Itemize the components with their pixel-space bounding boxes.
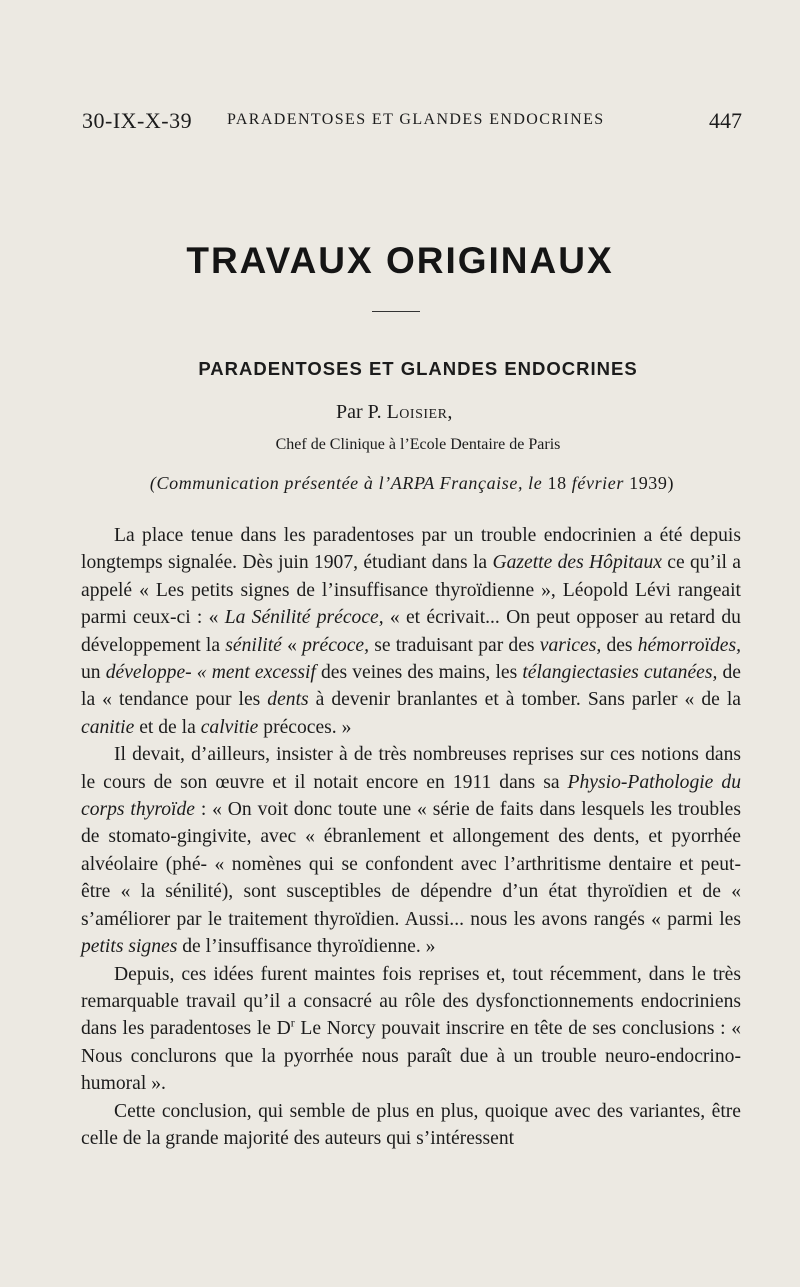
text: un (81, 662, 106, 684)
article-title: PARADENTOSES ET GLANDES ENDOCRINES (198, 358, 638, 379)
section-title: TRAVAUX ORIGINAUX (186, 240, 614, 281)
article-body (81, 522, 741, 1152)
running-head-title: PARADENTOSES ET GLANDES ENDOCRINES (227, 111, 605, 128)
communication-text: (Communication présentée à l’ARPA Française, le (149, 473, 543, 493)
italic-text: Gazette des Hôpitaux (492, 552, 662, 574)
page-number: 447 (709, 108, 742, 133)
running-head-date: 30-IX-X-39 (82, 108, 193, 133)
text: à devenir branlantes et à tomber. Sans parler « de la (308, 689, 742, 711)
text: précoces. » (258, 716, 352, 738)
running-head (82, 108, 742, 138)
italic-text: Physio-Pathologie du corps thyroïde (81, 771, 741, 821)
text: Il devait, d’ailleurs, insister à de très nombreuses reprises sur ces notions dans le cours de son œuvre et il notait encore en 1911 dans sa (81, 744, 741, 793)
text: et de la (134, 716, 201, 738)
text: Cette conclusion, qui semble de plus en plus, quoique avec des variantes, être celle de la grande majorité des auteurs qui s’intéressent (81, 1100, 741, 1149)
text: « et écrivait... On peut opposer au retard du développement la (81, 607, 741, 656)
text: La place tenue dans les paradentoses par un trouble endocrinien a été depuis longtemps signalée. Dès juin 1907, étudiant dans la (81, 525, 741, 574)
text: de l’insuffisance thyroïdienne. » (177, 936, 436, 958)
paragraph-1 (81, 522, 741, 741)
italic-text: La Sénilité précoce, (224, 607, 384, 629)
byline-prefix: Par P. (336, 401, 382, 423)
text: ce qu’il a appelé « Les petits signes de l’insuffisance thyroïdienne », Léopold Lévi rangeait parmi ceux-ci : « (81, 552, 741, 629)
communication-month: février (571, 473, 624, 493)
italic-text: calvitie (200, 716, 259, 738)
italic-text: hémorroïdes, (637, 634, 742, 656)
communication-day: 18 (547, 473, 567, 493)
italic-text: petits signes (81, 936, 178, 958)
italic-text: précoce, (302, 634, 369, 656)
paragraph-4 (81, 1098, 741, 1153)
text: « (281, 634, 303, 656)
italic-text: dents (267, 689, 309, 711)
paragraph-2 (81, 741, 741, 960)
text: de la « tendance pour les (81, 662, 741, 711)
text: : « On voit donc toute une « série de faits dans lesquels les troubles de stomato-gingivite, avec « ébranlement et allongement des dents, et pyorrhée alvéolaire (phé- « nomènes qui se confondent avec l’arthritisme dentaire et peut-être « la sénilité), sont susceptibles de dépendre d’un état thyroïdien et de « s’améliorer par le traitement thyroïdien. Aussi... nous les avons rangés « parmi les (81, 799, 741, 930)
italic-text: canitie (81, 716, 135, 738)
text: Le Norcy pouvait inscrire en tête de ses conclusions : « Nous conclurons que la pyorrhée nous paraît due à un trouble neuro-endocrino-humoral ». (81, 1018, 741, 1095)
text: des veines des mains, les (315, 662, 523, 684)
communication-note (0, 473, 800, 494)
text: des (601, 634, 638, 656)
italic-text: sénilité (225, 634, 282, 656)
text: Depuis, ces idées furent maintes fois reprises et, tout récemment, dans le très remarquable travail qu’il a consacré au rôle des dysfonctionnements endocriniens dans les paradentoses le D (81, 963, 741, 1040)
italic-text: télangiectasies cutanées, (522, 662, 718, 684)
author-affiliation: Chef de Clinique à l’Ecole Dentaire de Paris (275, 436, 561, 453)
italic-text: développe- « ment excessif (105, 662, 316, 684)
text: se traduisant par des (368, 634, 540, 656)
author-name: Loisier, (386, 401, 453, 423)
superscript: r (290, 1015, 295, 1030)
italic-text: varices, (539, 634, 602, 656)
paragraph-3 (81, 961, 741, 1098)
title-divider (372, 311, 420, 312)
byline (336, 401, 453, 424)
communication-year: 1939) (629, 473, 675, 493)
